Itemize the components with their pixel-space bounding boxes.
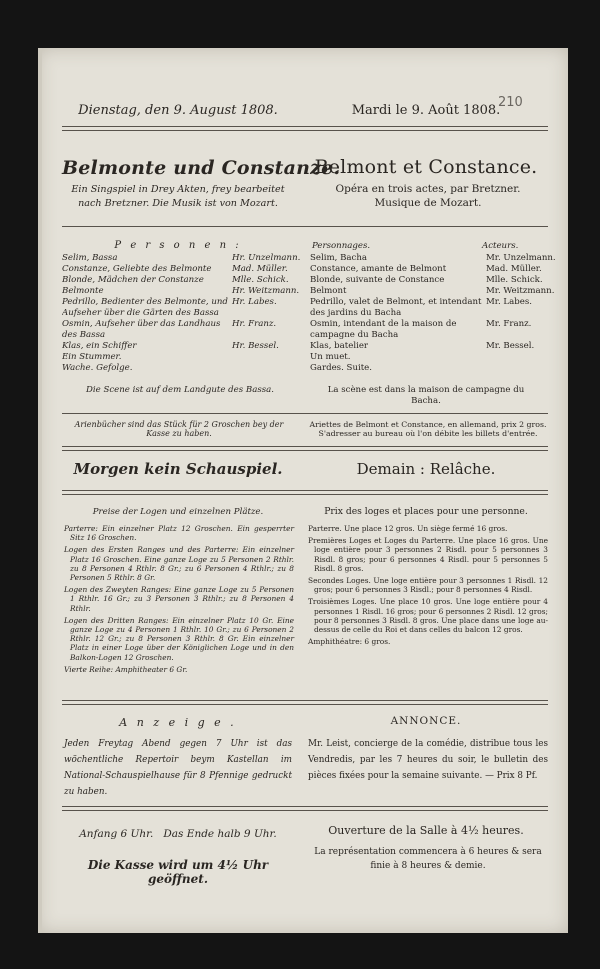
price-entry: Amphithéatre: 6 gros. — [308, 637, 391, 647]
french-scene: La scène est dans la maison de campagne du Bacha. — [327, 385, 525, 406]
title-rule — [62, 226, 548, 227]
german-cast-heading: P e r s o n e n : — [114, 240, 242, 251]
cast-row — [310, 286, 555, 297]
paper-edge — [38, 48, 42, 933]
french-title: Belmont et Constance. — [314, 156, 538, 178]
french-cast-list — [310, 253, 556, 374]
cast-role: Pedrillo, valet de Belmont, et intendant des jardins du Bacha — [310, 297, 482, 318]
price-entry: Premières Loges et Loges du Parterre. Une place 16 gros. Une loge entière pour 3 personnes 2 Risdl. pour 5 personnes 3 Risdl. 8 gros; pour 6 personnes 4 Risdl. pour 5 personnes 5 Risdl. 8 gros. — [308, 536, 548, 573]
price-entry: Secondes Loges. Une loge entière pour 3 personnes 1 Risdl. 12 gros; pour 6 personnes 3 Risdl.; pour 8 personnes 4 Risdl. — [308, 576, 548, 595]
cast-row — [62, 286, 300, 297]
german-title: Belmonte und Constanze. — [62, 157, 341, 179]
tomorrow-rule — [62, 490, 548, 495]
cast-row — [62, 297, 294, 319]
cast-role: Blonde, suivante de Constance — [310, 275, 445, 285]
cast-role: Selim, Bacha — [310, 253, 367, 263]
cast-row — [62, 264, 294, 275]
french-date: Mardi le 9. Août 1808. — [351, 103, 501, 118]
prices-rule — [62, 700, 548, 705]
french-textbook: Ariettes de Belmont et Constance, en allemand, prix 2 gros. S'adresser au bureau où l'on débite les billets d'entrée. — [309, 420, 547, 439]
german-tomorrow: Morgen kein Schauspiel. — [73, 460, 283, 478]
cast-actor — [232, 363, 294, 374]
cast-actor: Mr. Labes. — [486, 297, 532, 307]
german-date: Dienstag, den 9. August 1808. — [78, 103, 278, 118]
cast-role: Selim, Bassa — [62, 253, 118, 263]
cast-actor: Hr. Weitzmann. — [232, 286, 300, 296]
cast-role: Osmin, Aufseher über das Landhaus des Bassa — [62, 319, 221, 340]
cast-actor: Hr. Labes. — [232, 297, 277, 307]
french-notice-heading: ANNONCE. — [390, 715, 462, 727]
cast-actor: Mlle. Schick. — [486, 275, 543, 285]
cast-role: Ein Stummer. — [62, 352, 122, 362]
french-end-time: La représentation commencera à 6 heures & sera finie à 8 heures & demie. — [314, 847, 542, 871]
cast-role: Blonde, Mädchen der Constanze — [62, 275, 204, 285]
cast-row — [310, 264, 548, 275]
cast-role: Pedrillo, Bedienter des Belmonte, und Aufseher über die Gärten des Bassa — [62, 297, 228, 318]
cast-role: Belmonte — [62, 286, 104, 296]
german-box-office: Die Kasse wird um 4½ Uhr geöffnet. — [87, 858, 269, 886]
cast-actor: Mlle. Schick. — [232, 275, 289, 285]
cast-actor — [232, 352, 294, 363]
french-start-time: Ouverture de la Salle à 4½ heures. — [328, 824, 524, 837]
price-entry: Parterre: Ein einzelner Platz 12 Groschen. Ein gesperrter Sitz 16 Groschen. — [64, 524, 294, 543]
cast-row — [310, 341, 548, 352]
textbook-rule — [62, 446, 548, 451]
cast-row — [310, 352, 548, 363]
cast-actor: Mr. Franz. — [486, 319, 532, 329]
german-notice-heading: A n z e i g e . — [119, 716, 237, 729]
cast-role: Belmont — [310, 286, 347, 296]
cast-actor: Mr. Weitzmann. — [486, 286, 555, 296]
price-entry: Parterre. Une place 12 gros. Un siège fermé 16 gros. — [308, 524, 508, 533]
german-scene: Die Scene ist auf dem Landgute des Bassa. — [86, 385, 274, 395]
german-start-time: Anfang 6 Uhr. Das Ende halb 9 Uhr. — [79, 828, 277, 840]
handwritten-number: 210 — [498, 95, 523, 110]
german-prices-heading: Preise der Logen und einzelnen Plätze. — [92, 507, 264, 517]
cast-actor: Mad. Müller. — [486, 264, 542, 274]
french-prices-heading: Prix des loges et places pour une personne. — [324, 506, 528, 517]
cast-row — [310, 275, 548, 286]
german-cast-list — [62, 253, 301, 374]
price-entry: Vierte Reihe: Amphitheater 6 Gr. — [64, 664, 188, 674]
cast-row — [62, 352, 294, 363]
cast-row — [62, 363, 294, 374]
french-cast-heading-roles: Personnages. — [312, 241, 371, 251]
french-subtitle: Opéra en trois actes, par Bretzner. Musique de Mozart. — [335, 183, 521, 209]
german-notice: Jeden Freytag Abend gegen 7 Uhr ist das wöchentliche Repertoir beym Kastellan im National-Schauspielhause für 8 Pfennige gedruckt zu haben. — [64, 739, 292, 797]
cast-role: Constanze, Geliebte des Belmonte — [62, 264, 212, 274]
german-textbook: Arienbücher sind das Stück für 2 Groschen bey der Kasse zu haben. — [74, 420, 284, 439]
french-tomorrow: Demain : Relâche. — [356, 460, 496, 478]
french-prices — [308, 524, 548, 649]
cast-row — [310, 363, 548, 374]
cast-role: Klas, ein Schiffer — [62, 341, 137, 351]
cast-row — [62, 319, 294, 341]
cast-role: Gardes. Suite. — [310, 363, 372, 373]
cast-actor: Mr. Unzelmann. — [486, 253, 556, 263]
cast-actor — [486, 352, 548, 363]
german-prices — [64, 524, 294, 677]
cast-actor: Mad. Müller. — [232, 264, 288, 274]
scene-rule — [62, 413, 548, 414]
cast-row — [310, 253, 556, 264]
cast-actor: Mr. Bessel. — [486, 341, 535, 351]
cast-row — [62, 253, 301, 264]
cast-role: Klas, batelier — [310, 341, 369, 351]
cast-row — [310, 297, 548, 319]
french-cast-heading-actors: Acteurs. — [482, 241, 519, 251]
header-rule — [62, 126, 548, 131]
price-entry: Logen des Zweyten Ranges: Eine ganze Loge zu 5 Personen 1 Rthlr. 16 Gr.; zu 3 Personen 3 Rthlr.; zu 8 Personen 4 Rthlr. — [64, 585, 294, 613]
cast-role: Constance, amante de Belmont — [310, 264, 447, 274]
german-subtitle: Ein Singspiel in Drey Akten, frey bearbeitet nach Bretzner. Die Musik ist von Mozart. — [71, 184, 285, 209]
cast-role: Osmin, intendant de la maison de campagne du Bacha — [310, 319, 457, 340]
price-entry: Logen des Dritten Ranges: Ein einzelner Platz 10 Gr. Eine ganze Loge zu 4 Personen 1 Rthlr. 10 Gr.; zu 6 Personen 2 Rthlr. 12 Gr.; zu 8 Personen 3 Rthlr. 8 Gr. Ein einzelner Platz in einer Loge über der Königlichen Loge und in den Balkon-Logen 12 Groschen. — [64, 615, 294, 662]
notice-rule — [62, 806, 548, 811]
cast-actor: Hr. Bessel. — [232, 341, 279, 351]
cast-row — [62, 275, 294, 286]
cast-actor: Hr. Franz. — [232, 319, 277, 329]
cast-actor: Hr. Unzelmann. — [232, 253, 301, 263]
cast-role: Un muet. — [310, 352, 351, 362]
cast-actor — [486, 363, 548, 374]
french-notice: Mr. Leist, concierge de la comédie, distribue tous les Vendredis, par les 7 heures du soir, le bulletin des pièces fixées pour la semaine suivante. — Prix 8 Pf. — [308, 739, 548, 781]
cast-row — [310, 319, 548, 341]
price-entry: Troisièmes Loges. Une place 10 gros. Une loge entière pour 4 personnes 1 Risdl. 16 gros; pour 6 personnes 2 Risdl. 12 gros; pour 8 personnes 3 Risdl. 8 gros. Une place dans une loge au-dessus de celle du Roi et dans celles du balcon 12 gros. — [308, 597, 548, 635]
cast-role: Wache. Gefolge. — [62, 363, 133, 373]
cast-row — [62, 341, 294, 352]
price-entry: Logen des Ersten Ranges und des Parterre: Ein einzelner Platz 16 Groschen. Eine ganze Loge zu 5 Personen 2 Rthlr. zu 8 Personen 4 Rthlr. 8 Gr.; zu 6 Personen 4 Rthlr.; zu 8 Personen 5 Rthlr. 8 Gr. — [64, 545, 294, 583]
